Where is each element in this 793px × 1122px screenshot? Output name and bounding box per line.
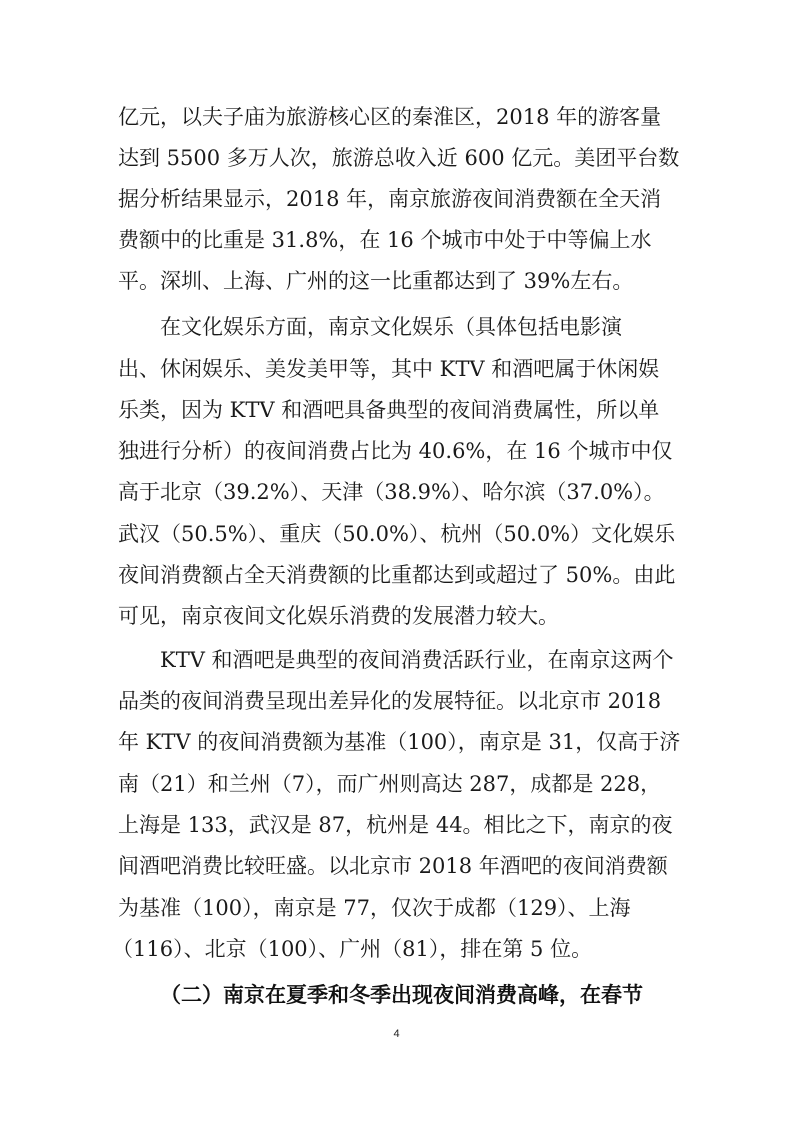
body-text-line: 为基准（100），南京是 77，仅次于成都（129）、上海 (118, 896, 631, 920)
body-text-line: 出、休闲娱乐、美发美甲等，其中 KTV 和酒吧属于休闲娱 (118, 357, 660, 381)
paragraph-first-line: KTV 和酒吧是典型的夜间消费活跃行业，在南京这两个 (160, 648, 674, 672)
body-text-line: 夜间消费额占全天消费额的比重都达到或超过了 50%。由此 (118, 563, 676, 587)
body-text-line: 高于北京（39.2%）、天津（38.9%）、哈尔滨（37.0%）。 (118, 480, 665, 504)
body-text-line: 可见，南京夜间文化娱乐消费的发展潜力较大。 (118, 604, 559, 628)
body-text-line: 亿元，以夫子庙为旅游核心区的秦淮区，2018 年的游客量 (118, 105, 662, 129)
body-text-line: 费额中的比重是 31.8%，在 16 个城市中处于中等偏上水 (118, 228, 652, 252)
body-text-line: 乐类，因为 KTV 和酒吧具备典型的夜间消费属性，所以单 (118, 398, 660, 422)
section-heading: （二）南京在夏季和冬季出现夜间消费高峰，在春节 (160, 982, 643, 1007)
body-text-line: 达到 5500 多万人次，旅游总收入近 600 亿元。美团平台数 (118, 146, 680, 170)
body-text-line: 间酒吧消费比较旺盛。以北京市 2018 年酒吧的夜间消费额 (118, 854, 668, 878)
paragraph-first-line: 在文化娱乐方面，南京文化娱乐（具体包括电影演 (160, 315, 622, 339)
body-text-line: 据分析结果显示，2018 年，南京旅游夜间消费额在全天消 (118, 187, 662, 211)
page-number: 4 (393, 1028, 400, 1040)
body-text-line: 独进行分析）的夜间消费占比为 40.6%，在 16 个城市中仅 (118, 439, 673, 463)
body-text-line: （116）、北京（100）、广州（81），排在第 5 位。 (112, 937, 593, 961)
body-text-line: 上海是 133，武汉是 87，杭州是 44。相比之下，南京的夜 (118, 813, 673, 837)
body-text-line: 武汉（50.5%）、重庆（50.0%）、杭州（50.0%）文化娱乐 (118, 522, 676, 546)
body-text-line: 品类的夜间消费呈现出差异化的发展特征。以北京市 2018 (118, 689, 662, 713)
body-text-line: 南（21）和兰州（7），而广州则高达 287，成都是 228， (118, 772, 662, 796)
body-text-line: 平。深圳、上海、广州的这一比重都达到了 39%左右。 (118, 269, 634, 293)
body-text-line: 年 KTV 的夜间消费额为基准（100），南京是 31，仅高于济 (118, 730, 681, 754)
